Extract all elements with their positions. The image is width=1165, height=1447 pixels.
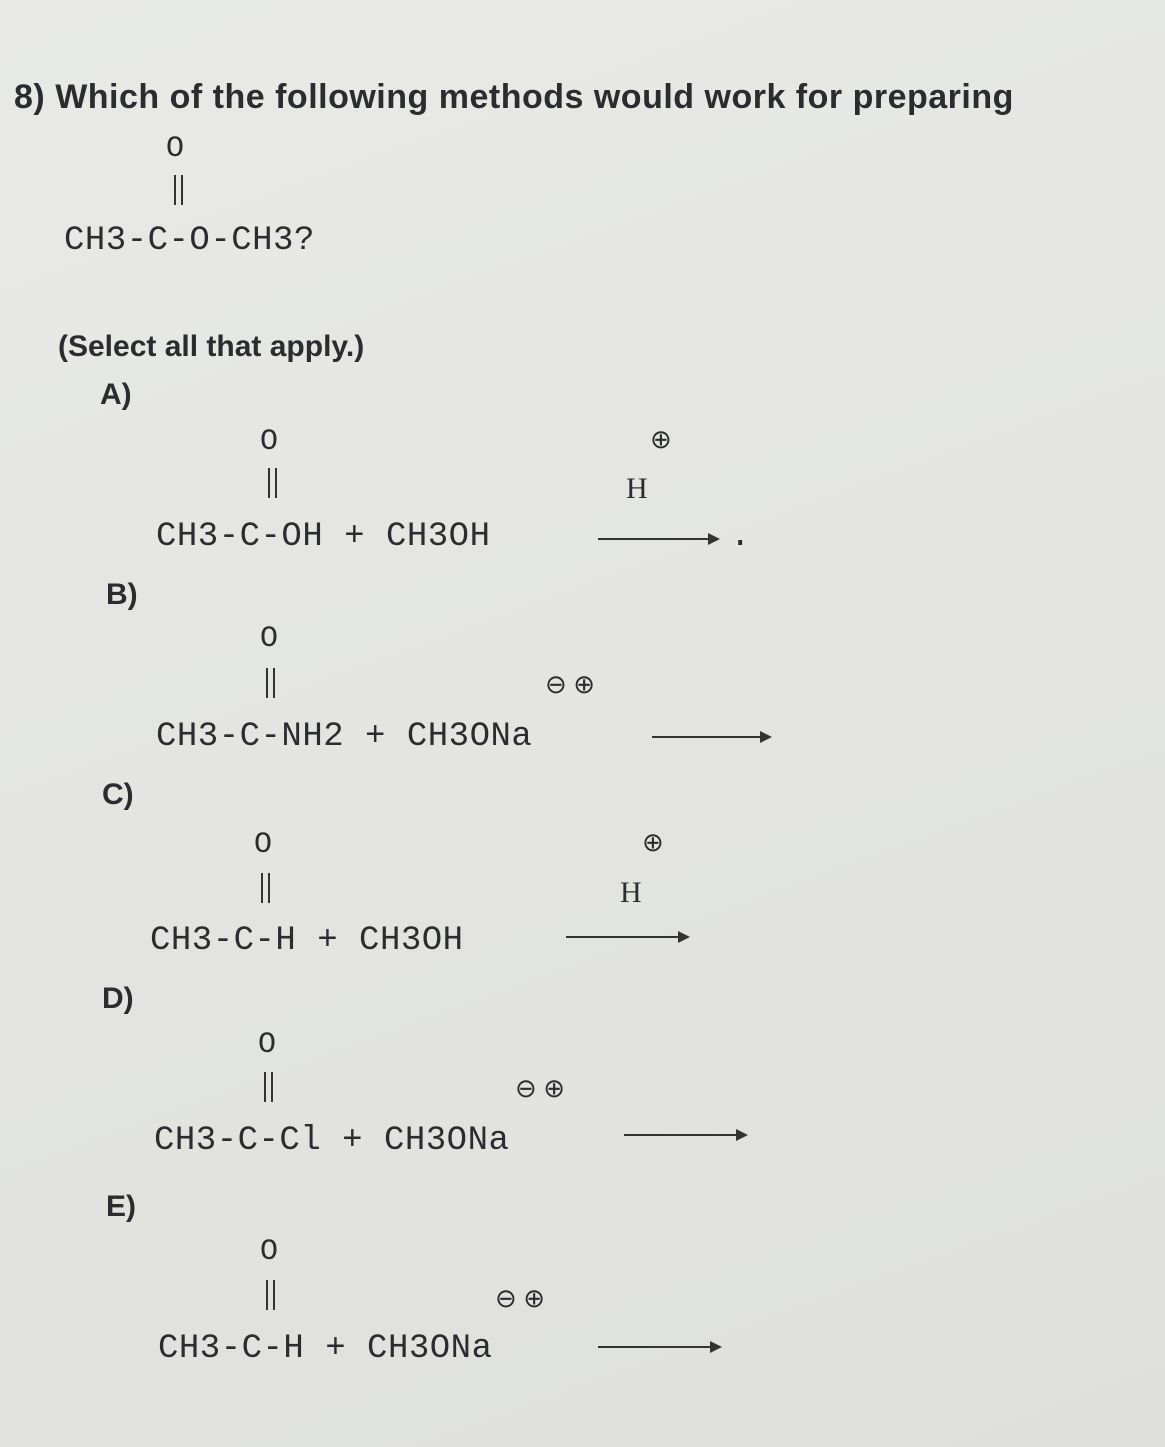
option-label: B) [106, 578, 138, 611]
catalyst-charge: ⊕ [650, 425, 672, 454]
carbonyl-oxygen: O [260, 425, 279, 459]
question-mark: ? [293, 222, 315, 260]
reagent: CH3OH [385, 518, 491, 556]
double-bond [268, 468, 277, 498]
reactant: CH3-C-H [150, 922, 297, 960]
catalyst: H [626, 472, 648, 505]
trailing-period: . [730, 518, 751, 556]
target-double-bond [174, 175, 183, 205]
reactant: CH3-C-NH2 [156, 718, 345, 756]
catalyst-charge: ⊕ [642, 828, 664, 857]
reagent: CH3ONa [367, 1330, 493, 1368]
question-header [14, 78, 1014, 117]
double-bond [266, 668, 275, 698]
reagent-charges: ⊖ ⊕ [515, 1074, 566, 1103]
plus-sign: + [342, 1122, 364, 1160]
option-label: E) [106, 1190, 136, 1223]
reaction-arrow [624, 1134, 746, 1136]
reaction-arrow [652, 736, 770, 738]
reaction-arrow [566, 936, 688, 938]
reagent: CH3OH [359, 922, 464, 960]
question-text: Which of the following methods would work for preparing [55, 78, 1014, 116]
option-label: C) [102, 778, 134, 811]
reaction-equation [154, 1122, 509, 1160]
carbonyl-oxygen: O [254, 828, 273, 862]
carbonyl-oxygen: O [260, 622, 279, 656]
reagent: CH3ONa [406, 718, 533, 756]
reagent: CH3ONa [383, 1122, 510, 1160]
reaction-equation [150, 922, 464, 960]
target-structure [64, 222, 315, 260]
option-label: D) [102, 982, 134, 1015]
double-bond [266, 1280, 275, 1310]
reaction-equation [158, 1330, 492, 1368]
double-bond [261, 873, 270, 903]
reaction-arrow [598, 1346, 720, 1348]
plus-sign: + [325, 1330, 347, 1368]
question-number: 8) [14, 78, 46, 116]
plus-sign: + [317, 922, 339, 960]
reaction-equation [156, 518, 490, 556]
reagent-charges: ⊖ ⊕ [495, 1284, 546, 1313]
double-bond [264, 1072, 273, 1102]
reaction-arrow [598, 538, 718, 540]
plus-sign: + [344, 518, 366, 556]
carbonyl-oxygen: O [258, 1028, 277, 1062]
instruction-text: (Select all that apply.) [58, 330, 365, 363]
reactant: CH3-C-H [158, 1330, 305, 1368]
reaction-equation [156, 718, 532, 756]
target-formula: CH3-C-O-CH3 [64, 222, 294, 260]
reactant: CH3-C-OH [156, 518, 324, 556]
plus-sign: + [365, 718, 386, 756]
reactant: CH3-C-Cl [154, 1122, 322, 1160]
catalyst: H [620, 876, 642, 909]
reagent-charges: ⊖ ⊕ [545, 670, 596, 699]
carbonyl-oxygen: O [260, 1235, 279, 1269]
target-carbonyl-oxygen: O [166, 132, 185, 166]
option-label: A) [100, 378, 132, 411]
